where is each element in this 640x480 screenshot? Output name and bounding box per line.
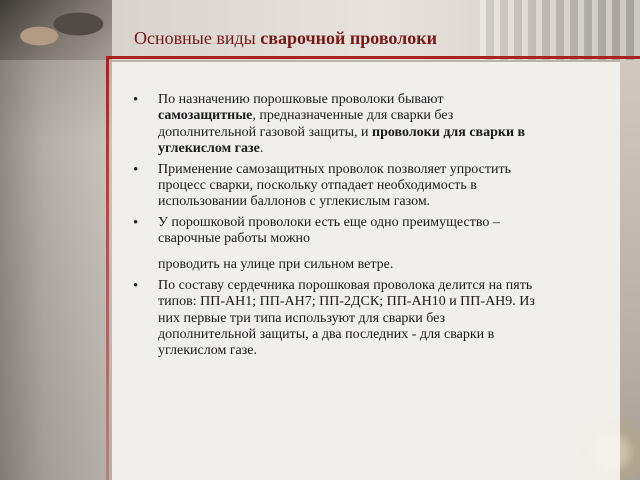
bullet-item-3 [133,215,543,274]
bullet-item-4 [133,278,543,360]
slide-title [134,28,437,49]
left-decorative-strip [0,0,112,480]
title-plain: Основные виды [134,28,261,48]
bullet-1-bold-1: самозащитные [158,108,253,124]
bullet-1-part-2: , предназначенные для сварки без дополнительной газовой защиты, и [158,108,454,140]
bullet-4-text: По составу сердечника порошковая проволока делится на пять типов: ПП-АН1; ПП-АН7; ПП-2ДСК; ПП-АН10 и ПП-АН9. Из них первые три типа используют для сварки без дополнительной защиты, а два последних - для сварки в углекислом газе. [158,277,535,359]
top-right-photo [480,0,640,60]
corner-photo [0,0,112,60]
title-divider [106,56,640,59]
bullet-1-part-1: По назначению порошковые проволоки бывают [158,92,444,107]
bullet-3-line-2: проводить на улице при сильном ветре. [158,257,394,273]
title-bold: сварочной проволоки [260,28,438,48]
left-divider [106,56,109,480]
bullet-item-1 [133,92,543,158]
bullet-3-line-1: У порошковой проволоки есть еще одно преимущество – сварочные работы можно [158,214,500,246]
bullet-1-part-3: . [259,141,264,157]
bullet-1-bold-2: проволоки для сварки в углекислом газе [158,124,526,157]
bullet-list [133,92,543,364]
bullet-item-2 [133,162,543,211]
bullet-2-text: Применение самозащитных проволок позволяет упростить процесс сварки, поскольку отпадает необходимость в использовании баллонов с углекислым газом. [158,161,511,210]
